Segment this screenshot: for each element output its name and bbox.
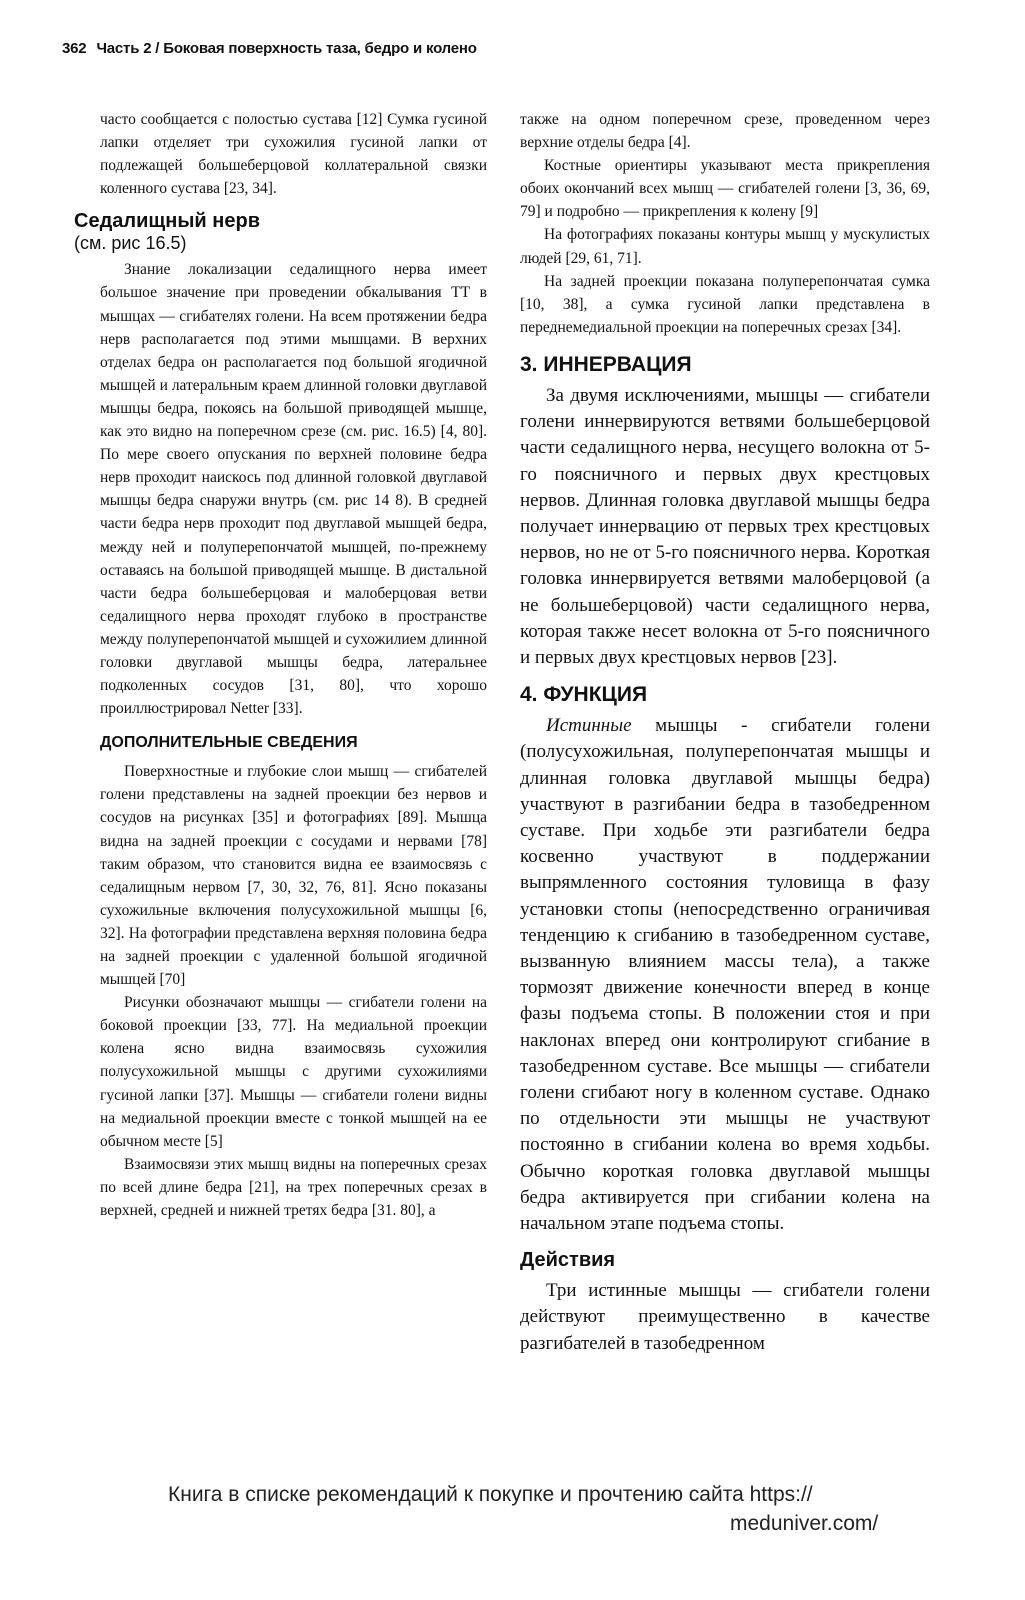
paragraph-bone-landmarks: Костные ориентиры указывают места прикрепления обоих окончаний всех мышц — сгибателей голени [3, 36, 69, 79] и подробно — прикрепления к колену [9] <box>520 157 930 221</box>
section-heading-extra: ДОПОЛНИТЕЛЬНЫЕ СВЕДЕНИЯ <box>100 734 358 752</box>
section-heading-actions: Действия <box>520 1249 616 1272</box>
paragraph-extra-2: Рисунки обозначают мышцы — сгибатели голени на боковой проекции [33, 77]. На медиальной проекции колена ясно видна взаимосвязь сухожилия полусухожильной мышцы с другими сухожилиями гусиной лапки [37]. Мышцы — сгибатели голени видны на медиальной проекции вместе с тонкой мышцей на ее обычном месте [5] <box>100 994 487 1150</box>
paragraph-extra-1: Поверхностные и глубокие слои мышц — сгибателей голени представлены на задней проекции без нервов и сосудов на рисунках [35] и фотографиях [89]. Мышца видна на задней проекции с сосудами и нервами [78] таким образом, что становится видна ее взаимосвязь с седалищным нервом [7, 30, 32, 76, 81]. Ясно показаны сухожильные включения полусухожильной мышцы [6, 32]. На фотографии представлена верхняя половина бедра на задней проекции с удаленной большой ягодичной мышцей [70] <box>100 763 487 989</box>
paragraph-posterior: На задней проекции показана полуперепончатая сумка [10, 38], а сумка гусиной лапки представлена в переднемедиальной проекции на поперечных срезах [34]. <box>520 272 930 336</box>
right-column <box>520 108 930 1357</box>
section-heading-innervation: 3. ИННЕРВАЦИЯ <box>520 352 692 376</box>
paragraph-sciatic: Знание локализации седалищного нерва имеет большое значение при проведении обкалывания ТТ в мышцах — сгибателях голени. На всем протяжении бедра нерв располагается под этими мышцами. В верхних отделах бедра он располагается под большой ягодичной мышцей и латеральным краем длинной головки двуглавой мышцы бедра, покоясь на большой приводящей мышце, как это видно на поперечном срезе (см. рис. 16.5) [4, 80]. По мере своего опускания по верхней половине бедра нерв проходит наискось под длинной головкой двуглавой мышцы бедра снаружи внутрь (см. рис 14 8). В средней части бедра нерв проходит под двуглавой мышцей бедра, между ней и полуперепончатой мышцей, по-прежнему оставаясь на большой приводящей мышце. В дистальной части бедра большеберцовая и малоберцовая ветви седалищного нерва проходят глубоко в пространстве между полуперепончатой мышцей и сухожилием длинной головки двуглавой мышцы бедра, латеральнее подколенных сосудов [31, 80], что хорошо проиллюстрировал Netter [33]. <box>100 261 487 718</box>
paragraph-extra-3: Взаимосвязи этих мышц видны на поперечных срезах по всей длине бедра [21], на трех поперечных срезах в верхней, средней и нижней третях бедра [31. 80], а <box>100 1155 487 1220</box>
figure-reference: (см. рис 16.5) <box>74 233 187 254</box>
running-head <box>62 40 477 57</box>
running-title: Часть 2 / Боковая поверхность таза, бедро и колено <box>96 40 477 57</box>
watermark-line-2: meduniver.com/ <box>730 1512 879 1535</box>
section-heading-sciatic: Седалищный нерв <box>74 210 260 233</box>
emphasis-true: Истинные <box>546 715 632 737</box>
paragraph-intro: часто сообщается с полостью сустава [12] Сумка гусиной лапки отделяет три сухожилия гусиной лапки от подлежащей большеберцовой коллатеральной связки коленного сустава [23, 34]. <box>100 111 487 198</box>
paragraph-innervation: За двумя исключениями, мышцы — сгибатели голени иннервируются ветвями большеберцовой части седалищного нерва, несущего волокна от 5-го поясничного и первых двух крестцовых нервов. Длинная головка двуглавой мышцы бедра получает иннервацию от первых трех крестцовых нервов, но не от 5-го поясничного нерва. Короткая головка иннервируется ветвями малоберцовой (а не большеберцовой) части седалищного нерва, которая также несет волокна от 5-го поясничного и первых двух крестцовых нервов [23]. <box>520 384 930 668</box>
paragraph-function-text: мышцы - сгибатели голени (полусухожильная, полуперепончатая мышцы и длинная головка двуглавой мышцы бедра) участвуют в разгибании бедра в тазобедренном суставе. При ходьбе эти разгибатели бедра косвенно участвуют в поддержании выпрямленного состояния туловища в фазу установки стопы (непосредственно ограничивая тенденцию к сгибанию в тазобедренном суставе, вызванную влиянием массы тела), а также тормозят движение конечности вперед в конце фазы подъема стопы. В положении стоя и при наклонах вперед они контролируют сгибание в тазобедренном суставе. Все мышцы — сгибатели голени сгибают ногу в коленном суставе. Однако по отдельности эти мышцы не участвуют постоянно в сгибании колена во время ходьбы. Обычно короткая головка двуглавой мышцы бедра активируется при сгибании колена на начальном этапе подъема стопы. <box>520 715 930 1235</box>
watermark-line-1: Книга в списке рекомендаций к покупке и прочтению сайта https:// <box>168 1483 813 1506</box>
paragraph-function <box>520 713 930 1237</box>
section-heading-function: 4. ФУНКЦИЯ <box>520 683 648 707</box>
page-number: 362 <box>62 40 87 57</box>
left-column <box>74 108 487 1222</box>
paragraph-photos: На фотографиях показаны контуры мышц у мускулистых людей [29, 61, 71]. <box>520 226 930 267</box>
paragraph-continued: также на одном поперечном срезе, проведенном через верхние отделы бедра [4]. <box>520 111 930 152</box>
paragraph-actions: Три истинные мышцы — сгибатели голени действуют преимущественно в качестве разгибателей в тазобедренном <box>520 1280 930 1354</box>
